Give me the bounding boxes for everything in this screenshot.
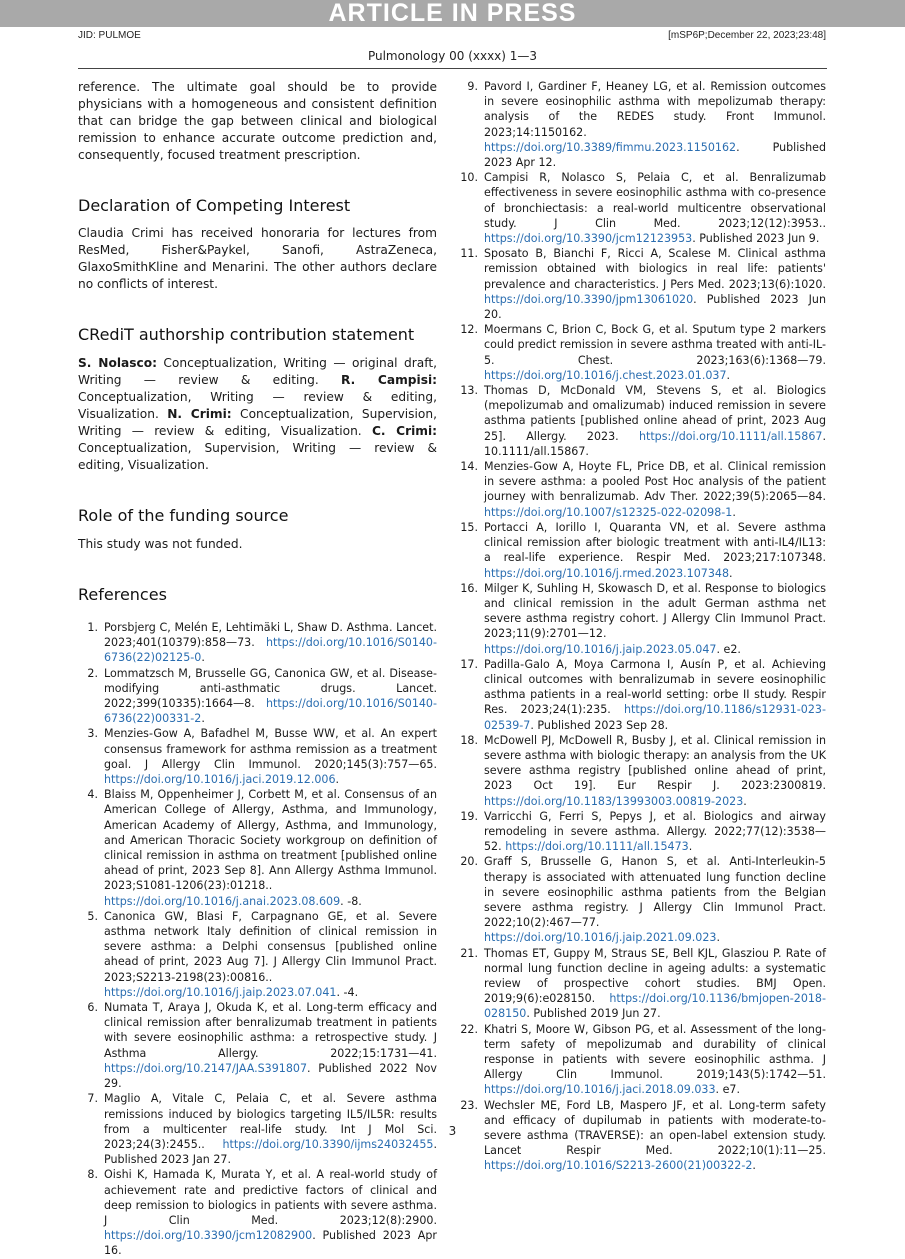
reference-number: 19.	[460, 809, 478, 823]
doi-link[interactable]: https://doi.org/10.3390/jcm12123953	[484, 232, 693, 246]
reference-item	[458, 520, 826, 581]
doi-link[interactable]: https://doi.org/10.1186/s12931-023-02539-7	[484, 703, 826, 732]
running-header: Pulmonology 00 (xxxx) 1—3	[367, 49, 538, 63]
doi-link[interactable]: https://doi.org/10.3389/fimmu.2023.1150162	[484, 140, 737, 154]
credit-roles: Conceptualization, Writing — original draft, Writing — review & editing.	[78, 356, 437, 387]
doi-link[interactable]: https://doi.org/10.1016/S0140-6736(22)02125-0	[104, 636, 437, 665]
reference-list-left	[78, 620, 437, 1259]
reference-item	[458, 322, 826, 383]
reference-trailer: .	[752, 1159, 756, 1173]
reference-trailer: .	[729, 566, 733, 580]
credit-author: R. Campisi:	[341, 373, 438, 387]
reference-text: Canonica GW, Blasi F, Carpagnano GE, et al. Severe asthma network Italy definition of clinical remission in severe asthma: a Delphi consensus [published online ahead of print, 2023 Aug 7]. J Allergy Clin Immunol Pract. 2023;S2213-2198(23):00816..	[104, 909, 437, 984]
reference-item	[458, 79, 826, 170]
reference-text: Pavord I, Gardiner F, Heaney LG, et al. Remission outcomes in severe eosinophilic asthma with mepolizumab therapy: analysis of the REDES study. Front Immunol. 2023;14:1150162.	[484, 80, 826, 139]
doi-link[interactable]: https://doi.org/10.1136/bmjopen-2018-028150	[484, 992, 826, 1021]
reference-trailer: . Published 2023 Jan 27.	[104, 1137, 437, 1167]
reference-text: McDowell PJ, McDowell R, Busby J, et al. Clinical remission in severe asthma with biologic therapy: an analysis from the UK severe asthma registry [published online ahead of print, 2023 Oct 19]. Eur Respir J. 2023:2300819.	[484, 733, 826, 793]
credit-roles: Conceptualization, Writing — review & editing, Visualization.	[78, 390, 437, 421]
credit-roles: Conceptualization, Supervision, Writing — review & editing, Visualization.	[78, 441, 437, 472]
reference-trailer: .	[726, 368, 731, 382]
doi-link[interactable]: https://doi.org/10.1016/j.jaip.2023.05.047	[484, 642, 717, 656]
doi-link[interactable]: https://doi.org/10.3390/ijms24032455	[222, 1137, 434, 1151]
credit-text	[78, 355, 437, 474]
reference-trailer: . -8.	[340, 894, 362, 908]
reference-number: 13.	[460, 384, 478, 398]
credit-author: N. Crimi:	[167, 407, 232, 421]
reference-number: 21.	[460, 946, 478, 960]
reference-text: Porsbjerg C, Melén E, Lehtimäki L, Shaw D. Asthma. Lancet. 2023;401(10379):858—73.	[104, 621, 437, 650]
doi-link[interactable]: https://doi.org/10.1016/j.jaip.2023.07.041	[104, 985, 337, 999]
reference-text: Lommatzsch M, Brusselle GG, Canonica GW, et al. Disease-modifying anti-asthmatic drugs. Lancet. 2022;399(10335):1664—8.	[104, 666, 437, 711]
reference-item	[78, 726, 437, 787]
reference-text: Milger K, Suhling H, Skowasch D, et al. Response to biologics and clinical remission in the adult German asthma net severe asthma registry cohort. J Allergy Clin Immunol Pract. 2023;11(9):2701—12.	[484, 581, 826, 641]
reference-trailer: . Published 2023 Sep 28.	[530, 718, 669, 732]
reference-text: Graff S, Brusselle G, Hanon S, et al. Anti-Interleukin-5 therapy is associated with attenuated lung function decline in severe eosinophilic asthma patients from the Belgian severe asthma registry. J Allergy Clin Immunol Pract. 2022;10(2):467—77.	[484, 855, 826, 930]
reference-number: 5.	[87, 909, 98, 923]
reference-text: Oishi K, Hamada K, Murata Y, et al. A real-world study of achievement rate and predictive factors of clinical and deep remission to biologics in patients with severe asthma. J Clin Med. 2023;12(8):2900.	[104, 1168, 437, 1227]
reference-item	[458, 383, 826, 459]
reference-trailer: .	[201, 651, 205, 665]
doi-link[interactable]: https://doi.org/10.1016/j.jaci.2019.12.006	[104, 773, 336, 787]
reference-trailer: . Published 2023 Jun 9.	[692, 232, 820, 246]
reference-item	[458, 809, 826, 855]
reference-trailer: .	[688, 840, 693, 854]
coi-heading: Declaration of Competing Interest	[78, 196, 351, 215]
reference-number: 16.	[460, 581, 478, 595]
reference-item	[458, 657, 826, 733]
doi-link[interactable]: https://doi.org/10.1183/13993003.00819-2023	[484, 794, 744, 808]
doi-link[interactable]: https://doi.org/10.1016/j.chest.2023.01.037	[484, 368, 727, 382]
reference-number: 6.	[87, 1001, 98, 1015]
reference-text: Sposato B, Bianchi F, Ricci A, Scalese M. Clinical asthma remission obtained with biologics in real life: patients' prevalence and characteristics. J Pers Med. 2023;13(6):1020.	[484, 247, 826, 291]
reference-text: Blaiss M, Oppenheimer J, Corbett M, et al. Consensus of an American College of Allergy, Asthma, and Immunology, American Academy of Allergy, Asthma, and Immunology, and American Thoracic Society workgroup on definition of clinical remission in asthma on treatment [published online ahead of print, 2023 Sep 8]. Ann Allergy Asthma Immunol. 2023;S1081-1206(23):01218..	[104, 788, 437, 893]
reference-trailer: . Published 2023 Apr 12.	[484, 140, 826, 170]
reference-text: Maglio A, Vitale C, Pelaia C, et al. Severe asthma remissions induced by biologics targeting IL5/IL5R: results from a multicenter real-life study. Int J Mol Sci. 2023;24(3):2455..	[104, 1092, 437, 1151]
doi-link[interactable]: https://doi.org/10.1016/S0140-6736(22)00331-2	[104, 697, 437, 726]
doi-link[interactable]: https://doi.org/10.1016/j.anai.2023.08.609	[104, 894, 341, 908]
reference-item	[458, 581, 826, 657]
doi-link[interactable]: https://doi.org/10.2147/JAA.S391807	[104, 1061, 308, 1075]
reference-number: 2.	[87, 666, 98, 680]
reference-trailer: .	[201, 712, 205, 726]
reference-item	[78, 787, 437, 909]
doi-link[interactable]: https://doi.org/10.1007/s12325-022-02098-1	[484, 505, 733, 519]
reference-item	[458, 459, 826, 520]
reference-number: 10.	[460, 171, 478, 185]
doi-link[interactable]: https://doi.org/10.1111/all.15867	[638, 429, 823, 443]
reference-item	[458, 854, 826, 945]
credit-author: S. Nolasco:	[78, 356, 157, 370]
reference-number: 3.	[87, 727, 98, 741]
reference-item	[78, 1000, 437, 1091]
references-heading: References	[78, 585, 167, 604]
reference-number: 23.	[460, 1098, 478, 1112]
reference-trailer: .	[743, 794, 747, 808]
funding-text: This study was not funded.	[78, 537, 243, 551]
doi-link[interactable]: https://doi.org/10.1016/S2213-2600(21)00322-2	[484, 1159, 753, 1173]
reference-number: 12.	[460, 323, 478, 337]
build-stamp: [mSP6P;December 22, 2023;23:48]	[668, 30, 826, 41]
reference-text: Thomas D, McDonald VM, Stevens S, et al. Biologics (mepolizumab and omalizumab) induced remission in severe asthma patients [published online ahead of print, 2023 Aug 25]. Allergy. 2023.	[484, 384, 826, 443]
reference-number: 14.	[460, 460, 478, 474]
right-column	[458, 79, 826, 1174]
doi-link[interactable]: https://doi.org/10.3390/jcm12082900	[104, 1229, 313, 1243]
reference-number: 15.	[460, 520, 478, 534]
credit-author: C. Crimi:	[371, 424, 438, 438]
reference-text: Varricchi G, Ferri S, Pepys J, et al. Biologics and airway remodeling in severe asthma. Allergy. 2022;77(12):3538—52.	[484, 809, 826, 854]
reference-number: 18.	[460, 733, 478, 747]
reference-item	[458, 1022, 826, 1098]
reference-item	[78, 1167, 437, 1258]
left-column	[78, 79, 437, 1259]
reference-item	[458, 170, 826, 246]
reference-trailer: . Published 2023 Apr 16.	[104, 1229, 437, 1258]
reference-item	[458, 733, 826, 809]
doi-link[interactable]: https://doi.org/10.1016/j.jaip.2021.09.023	[484, 931, 717, 945]
reference-item	[78, 666, 437, 727]
reference-number: 9.	[467, 80, 478, 93]
credit-heading: CRediT authorship contribution statement	[78, 325, 415, 344]
reference-number: 17.	[460, 657, 478, 671]
coi-text: Claudia Crimi has received honoraria for lectures from ResMed, Fisher&Paykel, Sanofi, AstraZeneca, GlaxoSmithKline and Menarini. The other authors declare no conflicts of interest.	[78, 226, 437, 291]
doi-link[interactable]: https://doi.org/10.1016/j.jaci.2018.09.033	[484, 1083, 716, 1097]
reference-text: Menzies-Gow A, Hoyte FL, Price DB, et al. Clinical remission in severe asthma: a pooled Post Hoc analysis of the patient journey with benralizumab. Adv Ther. 2022;39(5):2065—84.	[484, 460, 826, 504]
page-number: 3	[448, 1124, 457, 1138]
reference-number: 1.	[87, 621, 98, 634]
reference-text: Thomas ET, Guppy M, Straus SE, Bell KJL, Glasziou P. Rate of normal lung function decline in ageing adults: a systematic review of prospective cohort studies. BMJ Open. 2019;9(6):e028150.	[484, 946, 826, 1006]
reference-number: 4.	[87, 788, 98, 802]
reference-number: 20.	[460, 855, 478, 869]
reference-item	[78, 620, 437, 666]
reference-trailer: . Published 2023 Jun 20.	[484, 292, 826, 322]
reference-number: 11.	[460, 247, 478, 261]
reference-number: 7.	[87, 1092, 98, 1106]
reference-trailer: . Published 2019 Jun 27.	[526, 1007, 661, 1021]
reference-trailer: . e2.	[716, 642, 741, 656]
reference-text: Padilla-Galo A, Moya Carmona I, Ausín P, et al. Achieving clinical outcomes with benralizumab in severe eosinophilic asthma patients in a real-world setting: orbe II study. Respir Res. 2023;24(1):235.	[484, 657, 826, 717]
reference-text: Moermans C, Brion C, Bock G, et al. Sputum type 2 markers could predict remission in severe asthma treated with anti-IL-5. Chest. 2023;163(6):1368—79.	[484, 323, 826, 367]
reference-item	[458, 946, 826, 1022]
reference-item	[458, 246, 826, 322]
reference-number: 8.	[87, 1168, 98, 1182]
reference-list-right	[458, 79, 826, 1174]
credit-roles: Conceptualization, Supervision, Writing — review & editing, Visualization.	[78, 407, 437, 438]
intro-paragraph: reference. The ultimate goal should be to provide physicians with a homogeneous and consistent definition that can bridge the gap between clinical and biological remission to enhance accurate outcome prediction and, consequently, focused treatment prescription.	[78, 80, 437, 162]
doi-link[interactable]: https://doi.org/10.1111/all.15473	[505, 840, 689, 854]
reference-text: Portacci A, Iorillo I, Quaranta VN, et al. Severe asthma clinical remission after biologic treatment with anti-IL4/IL13: a real-life experience. Respir Med. 2023;217:107348.	[484, 520, 826, 565]
reference-trailer: .	[716, 931, 720, 945]
reference-text: Khatri S, Moore W, Gibson PG, et al. Assessment of the long-term safety of mepolizumab and durability of clinical response in patients with severe eosinophilic asthma. J Allergy Clin Immunol. 2019;143(5):1742—51.	[484, 1022, 826, 1082]
reference-text: Menzies-Gow A, Bafadhel M, Busse WW, et al. An expert consensus framework for asthma remission as a treatment goal. J Allergy Clin Immunol. 2020;145(3):757—65.	[104, 727, 437, 771]
reference-text: Numata T, Araya J, Okuda K, et al. Long-term efficacy and clinical remission after benralizumab treatment in patients with severe eosinophilic asthma: a retrospective study. J Asthma Allergy. 2022;15:1731—41.	[104, 1001, 437, 1060]
reference-number: 22.	[460, 1022, 478, 1036]
reference-trailer: . Published 2022 Nov 29.	[104, 1061, 437, 1091]
header-rule	[78, 68, 827, 69]
reference-trailer: .	[335, 773, 340, 787]
reference-text: Wechsler ME, Ford LB, Maspero JF, et al. Long-term safety and efficacy of dupilumab in patients with moderate-to-severe asthma (TRAVERSE): an open-label extension study. Lancet Respir Med. 2022;10(1):11—25.	[484, 1098, 826, 1158]
reference-trailer: .	[732, 505, 736, 519]
doi-link[interactable]: https://doi.org/10.1016/j.rmed.2023.107348	[484, 566, 730, 580]
article-in-press-banner: ARTICLE IN PRESS	[0, 0, 905, 27]
doi-link[interactable]: https://doi.org/10.3390/jpm13061020	[484, 292, 694, 306]
funding-heading: Role of the funding source	[78, 506, 289, 525]
reference-text: Campisi R, Nolasco S, Pelaia C, et al. Benralizumab effectiveness in severe eosinophilic asthma with co-presence of bronchiectasis: a real-world multicentre observational study. J Clin Med. 2023;12(12):3953..	[484, 171, 826, 230]
reference-item	[78, 909, 437, 1000]
journal-id: JID: PULMOE	[78, 30, 141, 41]
reference-trailer: . e7.	[715, 1083, 740, 1097]
reference-trailer: . -4.	[336, 985, 359, 999]
reference-trailer: . 10.1111/all.15867.	[484, 429, 827, 458]
